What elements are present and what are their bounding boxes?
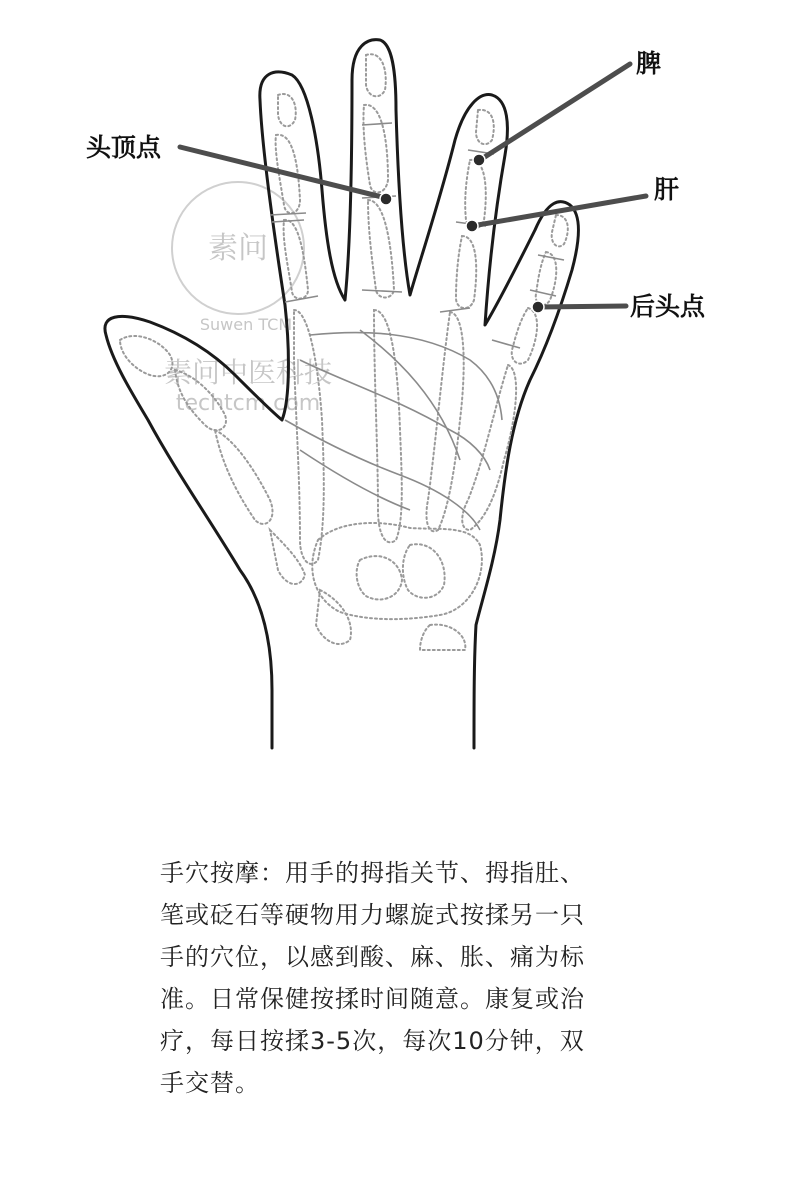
leader-line: [538, 306, 626, 307]
massage-instructions: 手穴按摩：用手的拇指关节、拇指肚、 笔或砭石等硬物用力螺旋式按揉另一只 手的穴位，以感到酸、麻、胀、痛为标 准。日常保健按揉时间随意。康复或治 疗，每日按揉3-5次，每次10分钟，双 手交替。: [160, 859, 585, 1097]
watermark-site: techtcm.com: [175, 391, 321, 416]
acupoint-marker: [380, 193, 392, 205]
leader-line: [180, 147, 386, 198]
watermark-logo-text: 素问: [208, 231, 268, 266]
acupoint-marker: [466, 220, 478, 232]
acupoint-head-top: [86, 133, 392, 205]
acupoint-marker: [473, 154, 485, 166]
label-liver: 肝: [654, 175, 680, 204]
label-back-head: 后头点: [630, 292, 706, 321]
label-spleen: 脾: [636, 49, 662, 78]
acupoint-spleen: [473, 49, 661, 166]
acupoint-marker: [532, 301, 544, 313]
label-head-top: 头顶点: [86, 133, 162, 162]
bone-structure: [120, 54, 568, 650]
watermark-brand-en: Suwen TCM: [199, 315, 293, 334]
watermark-brand-cn: 素问中医科技: [163, 356, 333, 389]
watermark: [164, 182, 332, 416]
leader-line: [480, 64, 630, 160]
